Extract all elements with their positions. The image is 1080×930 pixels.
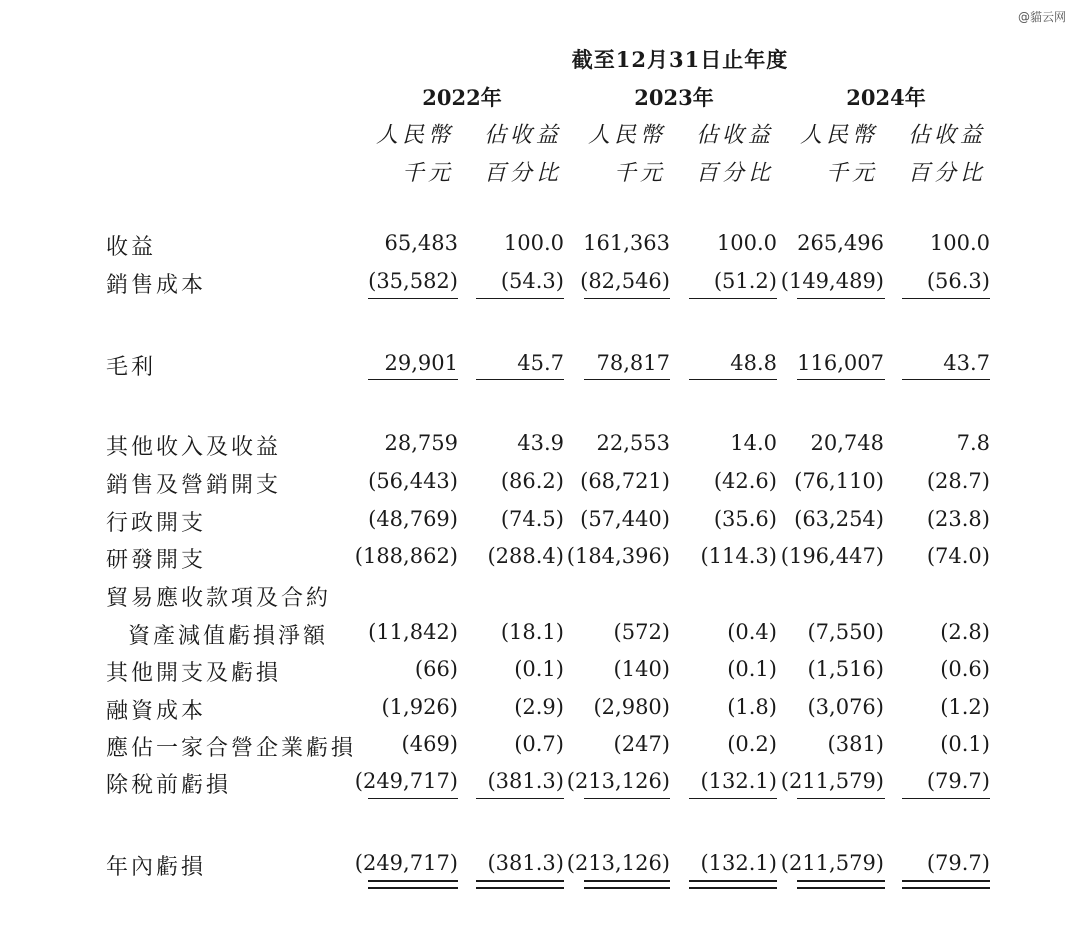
amount-unit-header: 人民幣 [587, 123, 666, 148]
pct-header: 百分比 [907, 161, 986, 186]
cell-pct-2023: 48.8 [730, 351, 777, 375]
subtotal-underline [584, 298, 670, 299]
cell-pct-2023: 100.0 [716, 231, 777, 255]
cell-amount-2023: (140) [613, 657, 670, 681]
subtotal-underline [476, 379, 564, 380]
row-label: 資產減值虧損淨額 [128, 624, 329, 649]
cell-amount-2024: (3,076) [807, 695, 884, 719]
year-2024-header: 2024年 [846, 85, 926, 110]
cell-pct-2024: 7.8 [956, 431, 990, 455]
cell-pct-2022: 45.7 [517, 351, 564, 375]
subtotal-underline [476, 298, 564, 299]
cell-pct-2024: (79.7) [926, 851, 990, 875]
subtotal-underline [797, 379, 885, 380]
total-double-underline [902, 880, 990, 882]
pct-header: 佔收益 [907, 123, 986, 148]
cell-pct-2023: (1.8) [727, 695, 777, 719]
cell-amount-2022: 28,759 [384, 431, 458, 455]
total-double-underline [368, 880, 458, 882]
row-label: 毛利 [106, 355, 157, 380]
cell-pct-2023: (51.2) [713, 269, 777, 293]
cell-amount-2024: (381) [827, 732, 884, 756]
cell-pct-2023: (0.1) [727, 657, 777, 681]
cell-pct-2023: (42.6) [713, 469, 777, 493]
cell-pct-2024: (28.7) [926, 469, 990, 493]
cell-pct-2022: (288.4) [487, 544, 564, 568]
cell-pct-2023: (0.4) [727, 620, 777, 644]
cell-amount-2023: 161,363 [583, 231, 670, 255]
cell-pct-2022: 43.9 [517, 431, 564, 455]
cell-pct-2024: (0.6) [940, 657, 990, 681]
cell-pct-2023: (132.1) [700, 851, 777, 875]
cell-amount-2023: (213,126) [566, 769, 670, 793]
subtotal-underline [368, 298, 458, 299]
cell-amount-2023: (213,126) [566, 851, 670, 875]
cell-pct-2022: (0.1) [514, 657, 564, 681]
subtotal-underline [476, 798, 564, 799]
cell-pct-2023: 14.0 [730, 431, 777, 455]
pct-header: 佔收益 [483, 123, 562, 148]
total-double-underline [689, 880, 777, 882]
year-2023-header: 2023年 [634, 85, 714, 110]
row-label: 其他開支及虧損 [106, 661, 282, 686]
subtotal-underline [368, 379, 458, 380]
cell-amount-2022: (249,717) [354, 769, 458, 793]
amount-unit-header: 千元 [613, 161, 666, 186]
pct-header: 百分比 [483, 161, 562, 186]
total-double-underline [797, 880, 885, 882]
cell-amount-2022: (11,842) [368, 620, 458, 644]
cell-amount-2022: (35,582) [368, 269, 458, 293]
cell-pct-2024: (79.7) [926, 769, 990, 793]
cell-amount-2024: 20,748 [810, 431, 884, 455]
subtotal-underline [689, 798, 777, 799]
cell-pct-2023: (132.1) [700, 769, 777, 793]
cell-amount-2023: (82,546) [580, 269, 670, 293]
subtotal-underline [902, 798, 990, 799]
cell-amount-2024: (63,254) [794, 507, 884, 531]
pct-header: 佔收益 [695, 123, 774, 148]
cell-amount-2022: (48,769) [368, 507, 458, 531]
year-2022-header: 2022年 [422, 85, 502, 110]
cell-pct-2024: (74.0) [926, 544, 990, 568]
total-double-underline [797, 887, 885, 889]
cell-amount-2022: (249,717) [354, 851, 458, 875]
cell-pct-2023: (0.2) [727, 732, 777, 756]
period-header: 截至12月31日止年度 [571, 47, 789, 72]
subtotal-underline [902, 298, 990, 299]
cell-pct-2024: 43.7 [943, 351, 990, 375]
total-double-underline [368, 887, 458, 889]
row-label: 銷售成本 [106, 273, 207, 298]
cell-pct-2024: 100.0 [929, 231, 990, 255]
total-double-underline [476, 880, 564, 882]
cell-amount-2022: 29,901 [384, 351, 458, 375]
amount-unit-header: 人民幣 [799, 123, 878, 148]
subtotal-underline [902, 379, 990, 380]
cell-amount-2024: 265,496 [797, 231, 884, 255]
cell-amount-2022: 65,483 [384, 231, 458, 255]
row-label: 其他收入及收益 [106, 435, 282, 460]
watermark: @貓云网 [1017, 10, 1066, 24]
cell-pct-2022: 100.0 [503, 231, 564, 255]
subtotal-underline [797, 298, 885, 299]
row-label: 銷售及營銷開支 [106, 473, 282, 498]
row-label: 年內虧損 [106, 855, 207, 880]
cell-pct-2024: (56.3) [926, 269, 990, 293]
amount-unit-header: 人民幣 [375, 123, 454, 148]
total-double-underline [584, 887, 670, 889]
total-double-underline [476, 887, 564, 889]
cell-pct-2022: (381.3) [487, 851, 564, 875]
cell-amount-2023: (184,396) [566, 544, 670, 568]
cell-amount-2023: (57,440) [580, 507, 670, 531]
subtotal-underline [368, 798, 458, 799]
cell-amount-2024: (211,579) [780, 851, 884, 875]
cell-amount-2023: (572) [613, 620, 670, 644]
cell-amount-2023: 78,817 [596, 351, 670, 375]
cell-amount-2023: (2,980) [593, 695, 670, 719]
cell-amount-2023: (68,721) [580, 469, 670, 493]
cell-amount-2022: (1,926) [381, 695, 458, 719]
cell-amount-2024: (7,550) [807, 620, 884, 644]
cell-pct-2024: (0.1) [940, 732, 990, 756]
row-label: 除稅前虧損 [106, 773, 232, 798]
cell-amount-2022: (66) [414, 657, 458, 681]
cell-amount-2023: 22,553 [596, 431, 670, 455]
cell-amount-2022: (469) [401, 732, 458, 756]
cell-amount-2024: (149,489) [780, 269, 884, 293]
cell-amount-2024: (211,579) [780, 769, 884, 793]
row-label: 貿易應收款項及合約 [106, 586, 332, 611]
pct-header: 百分比 [695, 161, 774, 186]
cell-pct-2023: (35.6) [713, 507, 777, 531]
cell-pct-2024: (23.8) [926, 507, 990, 531]
cell-pct-2022: (2.9) [514, 695, 564, 719]
total-double-underline [689, 887, 777, 889]
cell-pct-2022: (18.1) [500, 620, 564, 644]
cell-amount-2024: (76,110) [794, 469, 884, 493]
subtotal-underline [584, 798, 670, 799]
cell-pct-2022: (54.3) [500, 269, 564, 293]
cell-amount-2023: (247) [613, 732, 670, 756]
total-double-underline [584, 880, 670, 882]
subtotal-underline [797, 798, 885, 799]
cell-pct-2022: (0.7) [514, 732, 564, 756]
total-double-underline [902, 887, 990, 889]
amount-unit-header: 千元 [401, 161, 454, 186]
amount-unit-header: 千元 [825, 161, 878, 186]
cell-amount-2024: (196,447) [780, 544, 884, 568]
cell-amount-2024: 116,007 [797, 351, 884, 375]
cell-pct-2022: (381.3) [487, 769, 564, 793]
cell-pct-2024: (1.2) [940, 695, 990, 719]
row-label: 應佔一家合營企業虧損 [106, 736, 357, 761]
cell-amount-2022: (56,443) [368, 469, 458, 493]
subtotal-underline [689, 379, 777, 380]
cell-amount-2024: (1,516) [807, 657, 884, 681]
cell-amount-2022: (188,862) [354, 544, 458, 568]
cell-pct-2023: (114.3) [700, 544, 777, 568]
subtotal-underline [584, 379, 670, 380]
row-label: 研發開支 [106, 548, 207, 573]
row-label: 收益 [106, 235, 157, 260]
row-label: 融資成本 [106, 699, 207, 724]
row-label: 行政開支 [106, 511, 207, 536]
cell-pct-2022: (86.2) [500, 469, 564, 493]
cell-pct-2024: (2.8) [940, 620, 990, 644]
subtotal-underline [689, 298, 777, 299]
cell-pct-2022: (74.5) [500, 507, 564, 531]
